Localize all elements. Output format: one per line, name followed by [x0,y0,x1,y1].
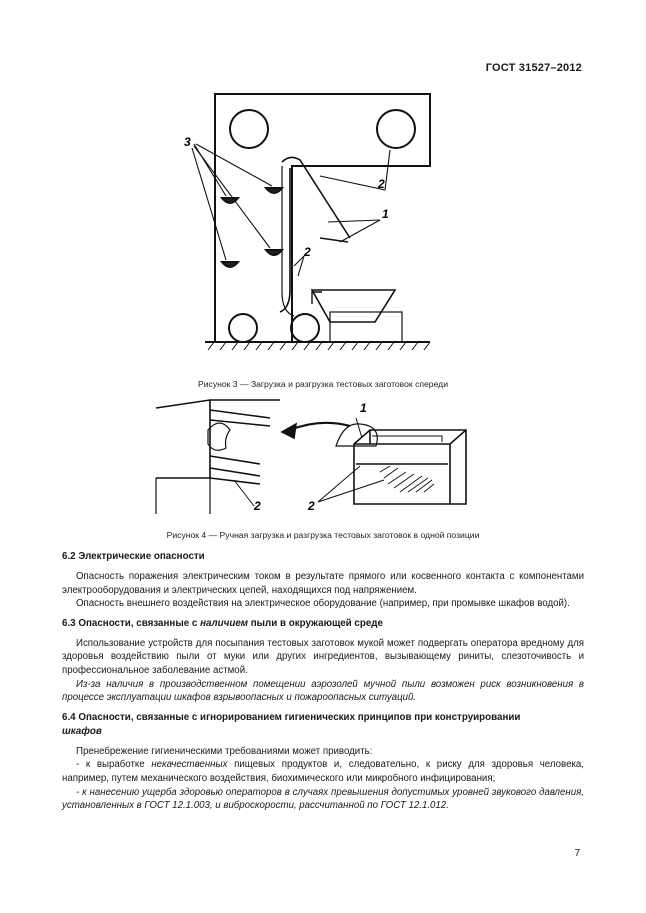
section-6-3-paragraph-2: Из-за наличия в производственном помещении аэрозолей мучной пыли возможен риск возникновения в процессе эксплуатации шкафов взрывоопасных и пожароопасных ситуаций. [62,678,584,704]
fig3-callout-2-lower: 2 [304,245,311,259]
section-6-3-paragraph-1: Использование устройств для посыпания тестовых заготовок мукой может подвергать оператора вредному для здоровья воздействию пыли от муки или других ингредиентов, вызывающему риниты, слезоточивость и профессиональное заболевание астмой. [62,637,584,676]
body-text [62,550,584,813]
section-6-2-paragraph-2: Опасность внешнего воздействия на электрическое оборудование (например, при промывке шкафов водой). [76,598,570,610]
fig4-callout-1: 1 [360,401,367,415]
figure-3-drawing [180,80,450,370]
fig3-callout-2-upper: 2 [378,177,385,191]
page-number: 7 [574,848,580,859]
section-6-2-heading: 6.2 Электрические опасности [62,551,205,562]
section-6-4-item-2: - к нанесению ущерба здоровью операторов в случаях превышения допустимых уровней звукового давления, установленных в ГОСТ 12.1.003, и виброскорости, рассчитанной по ГОСТ 12.1.012. [62,786,584,812]
section-6-2-paragraph-1: Опасность поражения электрическим током в результате прямого или косвенного контакта с компонентами электрооборудования и электрических цепей, находящихся под напряжением. [62,571,584,596]
fig4-callout-2-left: 2 [254,499,261,513]
standard-code: ГОСТ 31527–2012 [485,62,582,74]
fig3-callout-1: 1 [382,207,389,221]
fig3-callout-3: 3 [184,135,191,149]
section-6-3-heading: 6.3 Опасности, связанные с наличием пыли в окружающей среде [62,617,383,629]
section-6-4-heading: 6.4 Опасности, связанные с игнорированием гигиенических принципов при конструировании шкафов [62,711,521,737]
section-6-4-item-1: - к выработке некачественных пищевых продуктов и, следовательно, к риску для здоровья человека, например, путем механического воздействия, биохимического или микробного инфицирования; [62,759,584,784]
figure-4-caption: Рисунок 4 — Ручная загрузка и разгрузка тестовых заготовок в одной позиции [166,530,480,540]
figure-3-caption: Рисунок 3 — Загрузка и разгрузка тестовых заготовок спереди [198,379,448,389]
section-6-4-intro: Пренебрежение гигиеническими требованиями может приводить: [76,745,373,757]
fig4-callout-2-right: 2 [308,499,315,513]
figure-4-drawing [150,396,480,514]
